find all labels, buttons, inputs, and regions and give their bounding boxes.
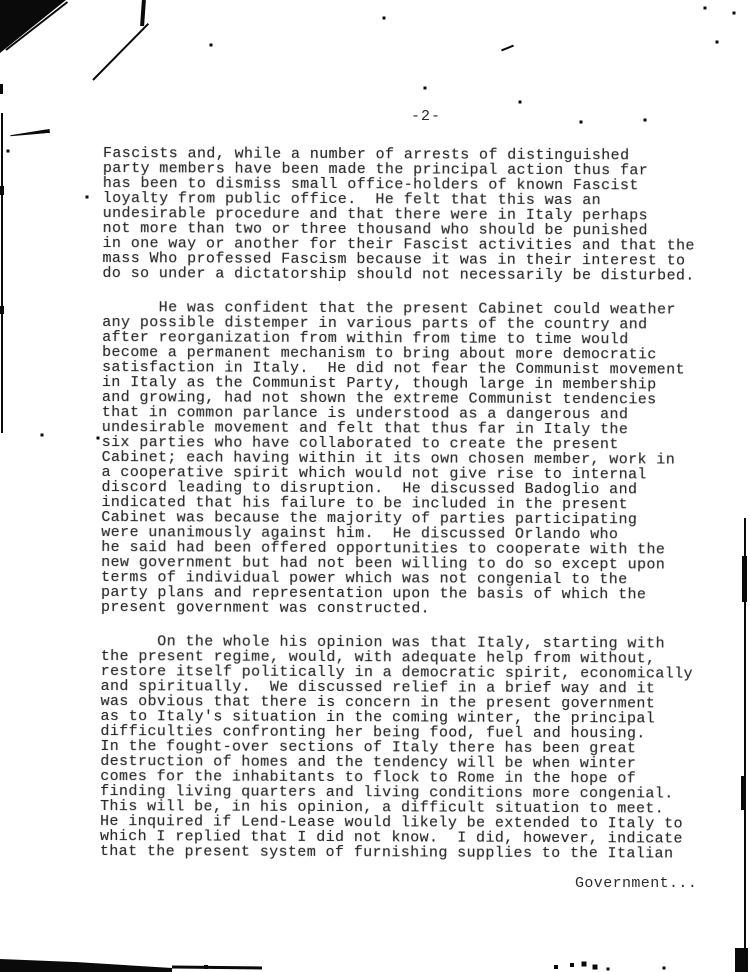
scan-right-edge-blob [741, 776, 746, 810]
pencil-scratch-mark [92, 23, 149, 81]
scan-left-edge-dash [0, 84, 3, 94]
scan-diagonal-dash [501, 45, 514, 52]
page-number: -2- [411, 108, 442, 125]
paragraph-2: He was confident that the present Cabinet could weather any possible distemper in various parts of the country and after reorganization from within from time to time would become a permanent mechanism to bring about more democratic satisfaction in Italy. He did not fear the Communist movement in Italy as the Communist Party, though large in membership and growing, had not shown the extreme Communist tendencies that in common parlance is understood as a dangerous and undesirable movement and felt that thus far in Italy the six parties who have collaborated to create the present Cabinet; each having within it its own chosen member, work in a cooperative spirit which would not give rise to internal discord leading to disruption. He discussed Badoglio and indicated that his failure to be included in the present Cabinet was because the majority of parties participating were unanimously against him. He discussed Orlando who he said had been offered opportunities to cooperate with the new government but had not been willing to do so except upon terms of individual power which was not congenial to the party plans and representation upon the basis of which the present government was constructed. [100, 298, 685, 618]
scan-left-edge-line [1, 113, 3, 433]
scan-bottom-bar-artifact [0, 954, 172, 972]
scan-left-edge-blob [0, 306, 4, 314]
scan-top-tick-artifact [140, 0, 146, 26]
scan-bottom-tail-artifact [172, 966, 262, 970]
scan-right-edge-blob [742, 556, 747, 602]
paragraph-1: Fascists and, while a number of arrests of distinguished party members have been made the principal action thus far has been to dismiss small office-holders of known Fascist loyalty from public office. He felt that this was an undesirable procedure and that there were in Italy perhaps not more than two or three thousand who should be punished in one way or another for their Fascist activities and that the mass Who professed Fascism because it was in their interest to do so under a dictatorship should not necessarily be disturbed. [102, 145, 695, 285]
scan-left-edge-blob [0, 186, 4, 195]
document-body [100, 146, 725, 881]
scan-noise-specks [0, 0, 2, 2]
scan-right-corner-blob [735, 948, 748, 972]
paragraph-3: On the whole his opinion was that Italy, starting with the present regime, would, with adequate help from without, restore itself politically in a democratic spirit, economically and spiritually. We discussed relief in a brief way and it was obvious that there is concern in the present government as to Italy's situation in the coming winter, the principal difficulties confronting her being food, fuel and housing. In the fought-over sections of Italy there has been great destruction of homes and the tendency will be when winter comes for the inhabitants to flock to Rome in the hope of finding living quarters and living conditions more congenial. This will be, in his opinion, a difficult situation to meet. He inquired if Lend-Lease would likely be extended to Italy to which I replied that I did not know. I did, however, indicate that the present system of furnishing supplies to the Italian [99, 632, 694, 863]
pencil-arrow-mark [10, 129, 50, 137]
continuation-marker: Government... [575, 875, 698, 892]
